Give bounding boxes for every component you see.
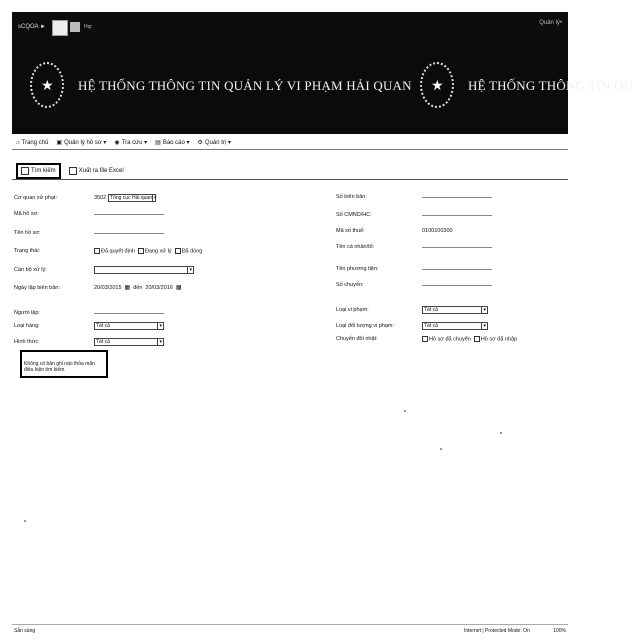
customs-emblem-icon: ★ (30, 62, 64, 108)
row-ma-so-thue: Mã số thuế: 0100100300 (336, 228, 453, 234)
row-ten-phuong-tien: Tên phương tiện: (336, 266, 492, 272)
header-banner (12, 46, 633, 134)
row-ten-ca-nhan: Tên cá nhân/tổ: (336, 244, 492, 250)
so-chuyen-input[interactable] (422, 285, 492, 286)
scan-speck (440, 448, 442, 450)
co-quan-select[interactable]: Tổng cục Hải quan ▾ (110, 195, 157, 201)
menu-item-records[interactable]: ▣ Quản lý hồ sơ ▾ (56, 140, 107, 146)
no-results-message: Không có bản ghi nào thỏa mãn điều kiện tìm kiếm. (20, 350, 108, 378)
loai-doi-tuong-select[interactable]: Tất cả ▾ (424, 323, 486, 329)
action-toolbar (12, 162, 568, 180)
row-hinh-thuc: Hình thức: Tất cả ▾ (14, 339, 162, 345)
loai-vi-pham-select[interactable]: Tất cả ▾ (424, 307, 486, 313)
scan-speck (500, 432, 502, 434)
ten-ho-so-input[interactable] (94, 233, 164, 234)
customs-emblem-icon: ★ (420, 62, 454, 108)
can-bo-select[interactable] (94, 266, 194, 274)
export-excel-button[interactable]: Xuất ra file Excel (67, 166, 126, 176)
co-quan-code: 3502 (94, 195, 107, 201)
status-checkbox-1[interactable]: Đã quyết định (94, 248, 135, 254)
row-ngay-lap: Ngày lập biên bản: 20/03/2015 ▦ đến 20/03/2016 ▦ (14, 284, 182, 291)
admin-icon: ⚙ (197, 140, 203, 146)
search-icon: ◉ (114, 140, 120, 146)
status-checkbox-3[interactable]: Đã đóng (175, 248, 203, 254)
row-co-quan: Cơ quan xử phạt: 3502 Tổng cục Hải quan ▾ (14, 195, 157, 201)
chuyen-doi-checkbox-2[interactable]: Hồ sơ đã nhập (474, 336, 517, 342)
row-loai-vi-pham: Loại vi phạm: Tất cả ▾ (336, 307, 486, 313)
top-right-link[interactable]: Quản lý• (539, 20, 562, 26)
row-can-bo: Cán bộ xử lý: ▾ (14, 267, 192, 273)
main-menu (12, 136, 568, 150)
search-icon (21, 167, 29, 175)
row-nguoi-lap: Người lập: (14, 310, 164, 316)
zoom-level[interactable]: 100% (553, 628, 566, 634)
calendar-icon[interactable]: ▦ (124, 285, 131, 291)
chevron-down-icon: ▾ (159, 323, 162, 329)
row-so-cmnd: Số CMND/HC: (336, 212, 492, 218)
search-button[interactable]: Tìm kiếm (16, 163, 61, 179)
secondary-logo-icon (70, 22, 80, 32)
calendar-icon[interactable]: ▦ (175, 285, 182, 291)
row-loai-doi-tuong: Loại đối tượng vi phạm: Tất cả ▾ (336, 323, 486, 329)
report-icon: ▤ (155, 140, 161, 146)
top-sub-text: Hqr (84, 24, 93, 30)
chuyen-doi-checkbox-1[interactable]: Hồ sơ đã chuyển (422, 336, 471, 342)
excel-icon (69, 167, 77, 175)
so-cmnd-input[interactable] (422, 215, 492, 216)
chevron-down-icon: ▾ (483, 323, 486, 329)
banner-title: HỆ THỐNG THÔNG TIN QUẢN LÝ VI PHẠM HẢI QUAN (78, 78, 412, 93)
chevron-down-icon: ▾ (159, 339, 162, 345)
ten-ca-nhan-input[interactable] (422, 247, 492, 248)
scan-speck (24, 520, 26, 522)
date-to-input[interactable]: 20/03/2016 (145, 284, 173, 291)
scan-speck (404, 410, 406, 412)
home-icon: ⌂ (16, 139, 20, 146)
status-ready-text: Sẵn sàng (14, 628, 36, 634)
ten-phuong-tien-input[interactable] (422, 269, 492, 270)
menu-item-home[interactable]: ⌂ Trang chủ (16, 139, 49, 146)
nguoi-lap-input[interactable] (94, 313, 164, 314)
chevron-down-icon: ▾ (153, 195, 157, 201)
app-logo-icon (52, 20, 68, 36)
menu-item-reports[interactable]: ▤ Báo cáo ▾ (155, 140, 190, 146)
loai-hang-select[interactable]: Tất cả ▾ (96, 323, 162, 329)
ma-so-thue-input[interactable]: 0100100300 (422, 228, 453, 234)
row-ten-ho-so: Tên hồ sơ: (14, 230, 164, 236)
chevron-down-icon: ▾ (483, 307, 486, 313)
folder-icon: ▣ (56, 140, 63, 146)
browser-top-strip (12, 12, 568, 46)
row-so-chuyen: Số chuyến: (336, 282, 492, 288)
ma-ho-so-input[interactable] (94, 214, 164, 215)
security-zone-text: Internet | Protected Mode: On (464, 628, 530, 634)
row-so-bien-ban: Số biên bản: (336, 194, 492, 200)
row-loai-hang: Loại hàng: Tất cả ▾ (14, 323, 162, 329)
top-brand-text: sCQOA ► (18, 24, 46, 30)
banner-title-repeat: HỆ THỐNG THÔNG TIN QU (468, 78, 633, 93)
so-bien-ban-input[interactable] (422, 197, 492, 198)
row-ma-ho-so: Mã hồ sơ: (14, 211, 164, 217)
status-checkbox-2[interactable]: Đang xử lý (138, 248, 172, 254)
hinh-thuc-select[interactable]: Tất cả ▾ (96, 339, 162, 345)
row-trang-thai: Trạng thái: Đã quyết định Đang xử lý Đã đóng (14, 248, 203, 255)
menu-item-admin[interactable]: ⚙ Quản trị ▾ (197, 140, 231, 146)
row-chuyen-doi: Chuyển đổi nhật: Hồ sơ đã chuyển Hồ sơ đã nhập (336, 336, 518, 343)
browser-status-bar (12, 624, 568, 636)
date-from-input[interactable]: 20/03/2015 (94, 284, 122, 291)
chevron-down-icon: ▾ (189, 267, 192, 273)
menu-item-lookup[interactable]: ◉ Tra cứu ▾ (114, 140, 148, 146)
